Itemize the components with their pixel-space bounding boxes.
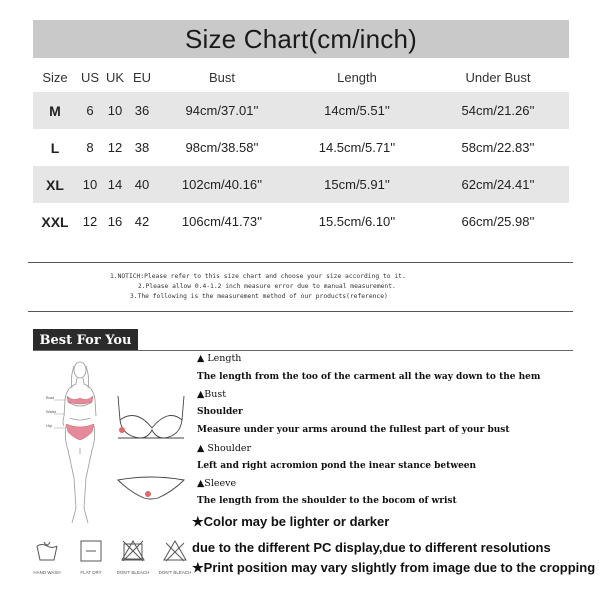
notice-line: 3.The following is the measurement method of our products(reference) xyxy=(130,293,388,300)
cell-length: 15cm/5.91'' xyxy=(287,166,427,203)
table-row xyxy=(33,166,569,203)
cell-us: 8 xyxy=(86,140,94,155)
cell-eu: 38 xyxy=(134,140,150,155)
display-disclaimer: due to the different PC display,due to different resolutions xyxy=(192,540,551,555)
table-row xyxy=(33,92,569,129)
cell-under-bust: 54cm/21.26'' xyxy=(427,92,569,129)
care-label: DON'T BLEACH xyxy=(116,570,150,575)
figure-label-waist: Waist xyxy=(46,409,56,414)
divider-bottom xyxy=(28,311,573,312)
cell-length: 14.5cm/5.71'' xyxy=(318,140,396,155)
cell-uk: 10 xyxy=(103,92,127,129)
size-chart-title-bar xyxy=(33,20,569,58)
header-bust: Bust xyxy=(208,69,235,85)
cell-uk: 14 xyxy=(103,166,127,203)
header-us: US xyxy=(80,69,100,85)
cell-under-bust: 62cm/24.41'' xyxy=(427,166,569,203)
cell-eu: 36 xyxy=(127,92,157,129)
header-size: Size xyxy=(42,69,68,85)
cell-uk: 12 xyxy=(107,140,123,155)
cell-size: XL xyxy=(33,166,77,203)
shoulder-description: Left and right acromion pond the inear stance between xyxy=(197,461,477,471)
shoulder-heading: ▲ Shoulder xyxy=(197,443,252,454)
cell-eu: 40 xyxy=(127,166,157,203)
cell-under-bust: 66cm/25.98'' xyxy=(461,214,535,229)
best-for-you-underline xyxy=(33,350,573,351)
cell-size: M xyxy=(33,92,77,129)
length-heading: ▲ Length xyxy=(197,353,242,364)
cell-length: 15.5cm/6.10'' xyxy=(318,214,396,229)
cell-us: 12 xyxy=(82,214,98,229)
header-eu: EU xyxy=(132,69,152,85)
figure-label-bust: Bust xyxy=(46,395,55,400)
flat-dry-icon xyxy=(78,538,104,564)
no-bleach-triangle-icon xyxy=(162,538,188,564)
no-bleach-icon xyxy=(120,538,146,564)
notice-line: 1.NOTICH:Please refer to this size chart and choose your size according to it. xyxy=(110,273,406,280)
header-length: Length xyxy=(337,69,377,85)
care-label: DON'T BLEACH xyxy=(158,570,192,575)
best-for-you-heading: Best For You xyxy=(33,329,138,351)
cell-bust: 102cm/40.16'' xyxy=(157,166,287,203)
cell-bust: 98cm/38.58'' xyxy=(185,140,259,155)
table-row xyxy=(33,129,569,166)
cell-uk: 16 xyxy=(107,214,123,229)
cell-us: 10 xyxy=(77,166,103,203)
bust-heading: ▲Bust xyxy=(197,389,227,400)
cell-bust: 106cm/41.73'' xyxy=(181,214,263,229)
table-row xyxy=(33,203,569,240)
notice-block xyxy=(110,272,550,302)
figure-label-hip: Hip xyxy=(46,423,53,428)
notice-line: 2.Please allow 0.4-1.2 inch measure error due to manual measurement. xyxy=(138,283,396,290)
shoulder-word: Shoulder xyxy=(197,407,243,417)
size-table xyxy=(33,62,569,240)
cell-us: 6 xyxy=(77,92,103,129)
header-uk: UK xyxy=(105,69,125,85)
care-label: HAND WASH xyxy=(33,570,61,575)
model-figure-icon xyxy=(40,358,190,533)
cell-size: L xyxy=(50,139,60,156)
cell-length: 14cm/5.51'' xyxy=(287,92,427,129)
color-disclaimer: ★Color may be lighter or darker xyxy=(192,514,390,529)
bust-description: Measure under your arms around the fullest part of your bust xyxy=(197,425,510,435)
sleeve-description: The length from the shoulder to the bocom of wrist xyxy=(197,496,457,506)
hand-wash-icon xyxy=(34,538,60,564)
table-header-row xyxy=(33,62,569,92)
length-description: The length from the too of the carment all the way down to the hem xyxy=(197,372,541,382)
cell-bust: 94cm/37.01'' xyxy=(157,92,287,129)
size-chart-title: Size Chart(cm/inch) xyxy=(184,23,418,54)
care-label: FLAT DRY xyxy=(80,570,102,575)
sleeve-heading: ▲Sleeve xyxy=(197,478,237,489)
print-disclaimer: ★Print position may vary slightly from image due to the cropping xyxy=(192,560,596,575)
header-under-bust: Under Bust xyxy=(465,69,531,85)
cell-eu: 42 xyxy=(134,214,150,229)
cell-size: XXL xyxy=(41,213,69,230)
cell-under-bust: 58cm/22.83'' xyxy=(461,140,535,155)
divider-top xyxy=(28,262,573,263)
